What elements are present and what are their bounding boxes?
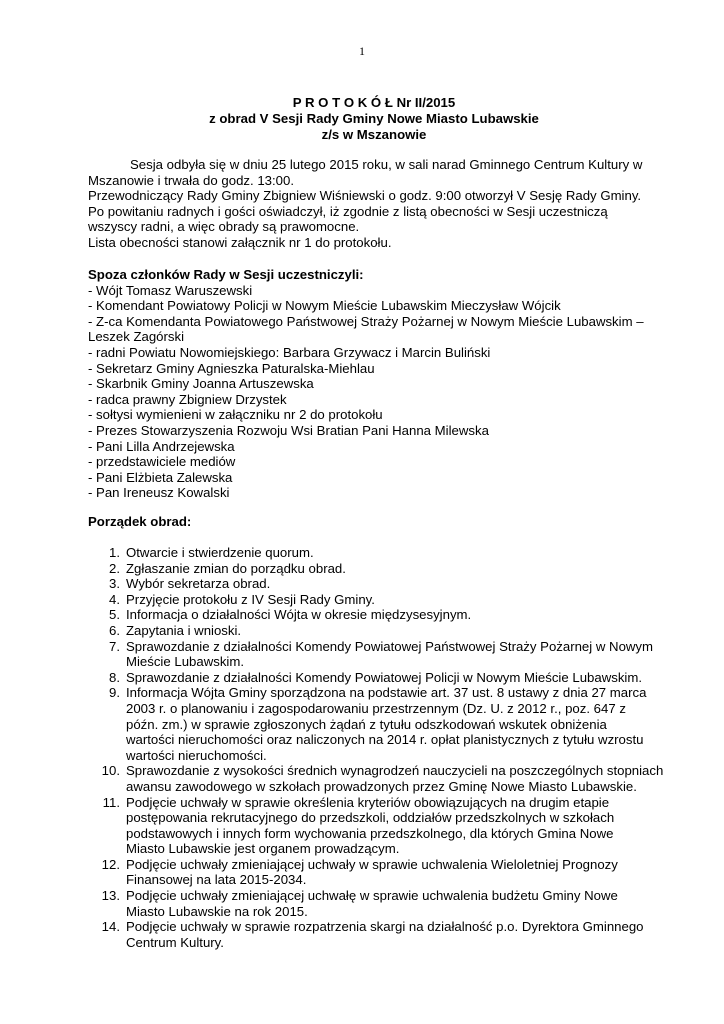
guests-heading: Spoza członków Rady w Sesji uczestniczyli:	[88, 267, 364, 282]
agenda-item-text	[126, 607, 660, 623]
document-header	[88, 95, 660, 143]
agenda-item-line: Miasto Lubawskie jest organem prowadzącym.	[126, 841, 400, 857]
guests-section	[88, 267, 660, 501]
page-number: 1	[359, 44, 365, 58]
agenda-item	[88, 576, 660, 592]
agenda-item-number: 4.	[109, 591, 120, 607]
agenda-item-line: późn. zm.) w sprawie zgłoszonych żądań z tytułu odszkodowań wskutek obniżenia	[126, 716, 607, 732]
agenda-item-text	[126, 639, 660, 670]
agenda-item-line: Zapytania i wnioski.	[126, 622, 242, 638]
agenda-item-line: Mieście Lubawskim.	[126, 654, 244, 670]
agenda-item-text	[126, 888, 660, 919]
guest-line: - radni Powiatu Nowomiejskiego: Barbara Grzywacz i Marcin Buliński	[88, 344, 491, 360]
intro-line: Sesja odbyła się w dniu 25 lutego 2015 roku, w sali narad Gminnego Centrum Kultury w	[130, 157, 643, 172]
agenda-item	[88, 763, 664, 794]
agenda-item-text	[126, 670, 660, 686]
agenda-item-text	[126, 919, 660, 950]
agenda-heading: Porządek obrad:	[88, 514, 192, 529]
document-title: P R O T O K Ó Ł Nr II/2015	[292, 95, 456, 110]
agenda-item	[88, 545, 660, 561]
agenda-item-line: Otwarcie i stwierdzenie quorum.	[126, 545, 314, 560]
agenda-item-line: awansu zawodowego w szkołach prowadzonych przez Gminę Nowe Miasto Lubawskie.	[126, 778, 637, 794]
agenda-item-line: Sprawozdanie z wysokości średnich wynagrodzeń nauczycieli na poszczególnych stopniach	[126, 763, 664, 779]
guest-line: - przedstawiciele mediów	[88, 454, 236, 470]
agenda-item-number: 10.	[101, 763, 120, 779]
agenda-item	[88, 623, 660, 639]
guest-line: - Skarbnik Gminy Joanna Artuszewska	[88, 376, 314, 392]
agenda-item	[88, 919, 660, 950]
agenda-item	[88, 795, 660, 857]
agenda-item-line: Sprawozdanie z działalności Komendy Powiatowej Policji w Nowym Mieście Lubawskim.	[126, 669, 642, 685]
document-place: z/s w Mszanowie	[321, 127, 427, 142]
agenda-item-line: Podjęcie uchwały zmieniającej uchwały w sprawie uchwalenia Wieloletniej Prognozy	[126, 856, 618, 872]
agenda-item-number: 11.	[102, 794, 120, 810]
agenda-item	[88, 670, 660, 686]
agenda-item-number: 8.	[109, 669, 120, 685]
intro-line: Przewodniczący Rady Gminy Zbigniew Wiśniewski o godz. 9:00 otworzył V Sesję Rady Gminy.	[88, 188, 642, 204]
agenda-item-text	[126, 545, 660, 561]
agenda-item-text	[126, 763, 663, 794]
guest-line: - radca prawny Zbigniew Drzystek	[88, 391, 287, 407]
agenda-section	[88, 545, 664, 950]
agenda-item-line: Przyjęcie protokołu z IV Sesji Rady Gminy.	[126, 591, 375, 607]
agenda-item-line: Informacja o działalności Wójta w okresie międzysesyjnym.	[126, 607, 472, 623]
guest-line: - Pan Ireneusz Kowalski	[88, 485, 230, 501]
agenda-item-number: 9.	[109, 685, 120, 701]
agenda-item-number: 13.	[101, 888, 120, 904]
agenda-item-number: 14.	[101, 919, 120, 935]
intro-line: wszyscy radni, a więc obrady są prawomocne.	[88, 219, 360, 235]
agenda-item-text	[126, 857, 660, 888]
agenda-item-line: wartości nieruchomości.	[126, 747, 267, 763]
agenda-item	[88, 639, 660, 670]
intro-line: Po powitaniu radnych i gości oświadczył, iż zgodnie z listą obecności w Sesji uczestniczą	[88, 203, 608, 219]
intro-paragraph	[88, 157, 660, 251]
guest-line: - Pani Elżbieta Zalewska	[88, 469, 233, 485]
agenda-item	[88, 607, 660, 623]
agenda-item-number: 5.	[109, 607, 120, 623]
agenda-item-line: Informacja Wójta Gminy sporządzona na podstawie art. 37 ust. 8 ustawy z dnia 27 marca	[126, 685, 647, 701]
agenda-item-text	[126, 685, 660, 763]
agenda-item-number: 12.	[101, 856, 120, 872]
agenda-item-line: Sprawozdanie z działalności Komendy Powiatowej Państwowej Straży Pożarnej w Nowym	[126, 638, 654, 654]
agenda-item-text	[126, 795, 660, 857]
agenda-item-line: podstawowych i innych form wychowania przedszkolnego, dla których Gmina Nowe	[126, 825, 614, 841]
agenda-item-line: Miasto Lubawskie na rok 2015.	[126, 903, 308, 919]
agenda-item-text	[126, 592, 660, 608]
guest-line: - sołtysi wymienieni w załączniku nr 2 do protokołu	[88, 407, 383, 423]
agenda-item-line: Podjęcie uchwały zmieniającej uchwałę w sprawie uchwalenia budżetu Gminy Nowe	[126, 888, 618, 904]
agenda-item-number: 7.	[109, 638, 120, 654]
agenda-item	[88, 592, 660, 608]
agenda-item-text	[126, 576, 660, 592]
agenda-item-line: Centrum Kultury.	[126, 934, 224, 950]
agenda-item-line: Podjęcie uchwały w sprawie rozpatrzenia skargi na działalność p.o. Dyrektora Gminnego	[126, 919, 644, 935]
agenda-item	[88, 685, 660, 763]
agenda-item-number: 3.	[109, 576, 120, 592]
intro-line: Lista obecności stanowi załącznik nr 1 do protokołu.	[88, 234, 392, 250]
guest-line: - Sekretarz Gminy Agnieszka Paturalska-Miehlau	[88, 360, 375, 376]
document-subtitle: z obrad V Sesji Rady Gminy Nowe Miasto Lubawskie	[209, 111, 539, 126]
agenda-item	[88, 857, 660, 888]
agenda-item-number: 1.	[109, 545, 120, 560]
guest-line: - Wójt Tomasz Waruszewski	[88, 282, 253, 298]
agenda-item-line: Zgłaszanie zmian do porządku obrad.	[126, 560, 346, 576]
agenda-item	[88, 561, 660, 577]
guest-line: Leszek Zagórski	[88, 329, 185, 345]
agenda-item-text	[126, 561, 660, 577]
agenda-list	[88, 545, 664, 950]
intro-line: Mszanowie i trwała do godz. 13:00.	[88, 172, 294, 188]
agenda-item-line: postępowania rekrutacyjnego do przedszkoli, oddziałów przedszkolnych w szkołach	[126, 810, 615, 826]
agenda-item-line: Podjęcie uchwały w sprawie określenia kryteriów obowiązujących na drugim etapie	[126, 794, 610, 810]
agenda-item-text	[126, 623, 660, 639]
guest-line: - Prezes Stowarzyszenia Rozwoju Wsi Bratian Pani Hanna Milewska	[88, 422, 489, 438]
guest-line: - Pani Lilla Andrzejewska	[88, 438, 235, 454]
agenda-item-number: 6.	[109, 622, 120, 638]
agenda-item-line: wartości nieruchomości oraz naliczonych na 2014 r. opłat planistycznych z tytułu wzrostu	[126, 732, 644, 748]
agenda-item-number: 2.	[109, 560, 120, 576]
agenda-item-line: 2003 r. o planowaniu i zagospodarowaniu przestrzennym (Dz. U. z 2012 r., poz. 647 z	[126, 700, 626, 716]
guest-line: - Komendant Powiatowy Policji w Nowym Mieście Lubawskim Mieczysław Wójcik	[88, 298, 561, 314]
guest-line: - Z-ca Komendanta Powiatowego Państwowej Straży Pożarnej w Nowym Mieście Lubawskim –	[88, 313, 644, 329]
agenda-item-line: Finansowej na lata 2015-2034.	[126, 872, 307, 888]
agenda-item	[88, 888, 660, 919]
agenda-item-line: Wybór sekretarza obrad.	[126, 576, 271, 592]
